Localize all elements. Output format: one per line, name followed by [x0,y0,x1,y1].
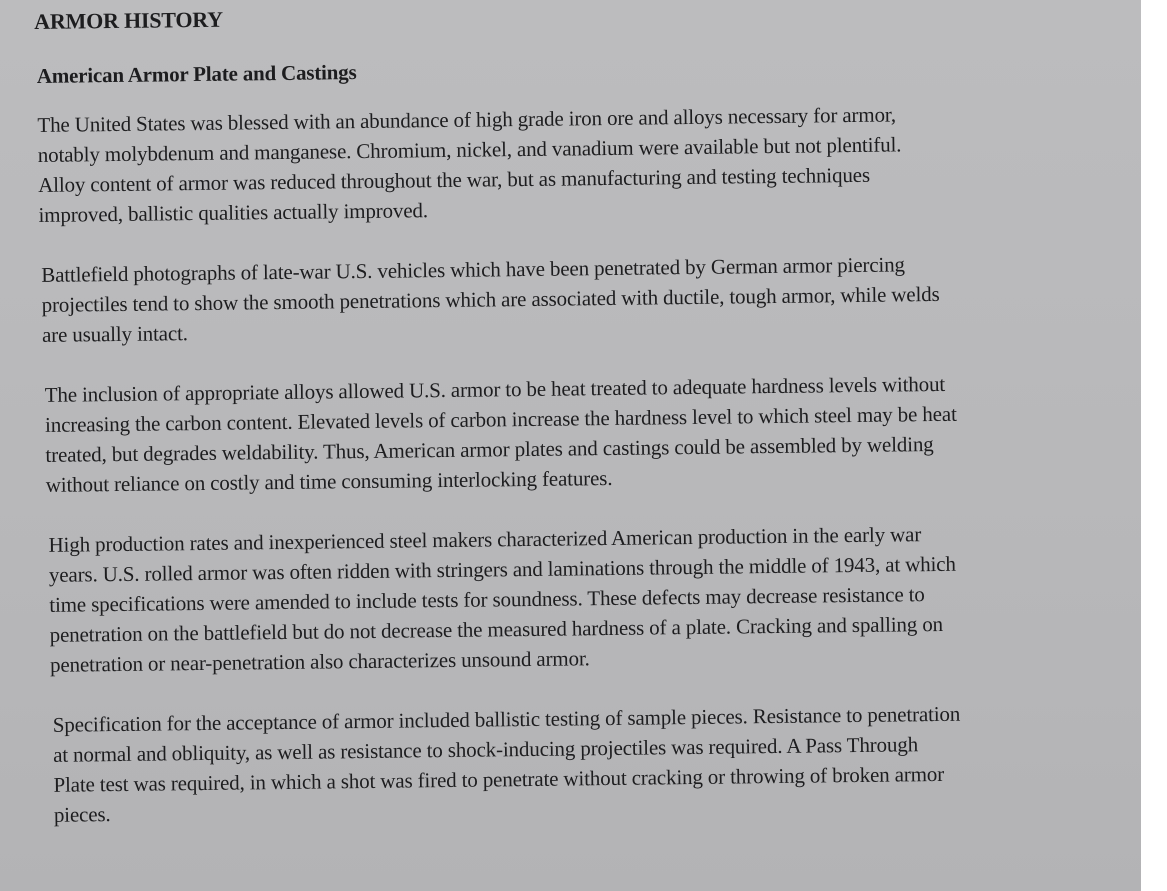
paragraph-specification [53,697,1124,830]
paragraph-line: are usually intact. [41,321,188,347]
paragraph-line: pieces. [53,802,111,827]
paragraph-line: increasing the carbon content. Elevated levels of carbon increase the hardness level to which steel may be heat [44,401,957,437]
paragraph-line: treated, but degrades weldability. Thus, American armor plates and castings could be assembled by welding [45,432,934,467]
paragraph-alloys [37,97,1116,230]
paragraph-line: improved, ballistic qualities actually improved. [38,198,429,227]
page-title: ARMOR HISTORY [34,6,224,34]
paragraph-line: High production rates and inexperienced steel makers characterized American production in the early war [48,522,922,557]
paragraph-line: without reliance on costly and time consuming interlocking features. [45,465,613,497]
paragraph-line: Specification for the acceptance of armor included ballistic testing of sample pieces. Resistance to penetration [52,701,961,737]
document-content [34,0,1124,830]
paragraph-production [48,517,1122,680]
paragraph-line: penetration on the battlefield but do not decrease the measured hardness of a plate. Cracking and spalling on [49,611,944,647]
paragraph-line: time specifications were amended to include tests for soundness. These defects may decrease resistance to [49,582,925,617]
paragraph-line: Battlefield photographs of late-war U.S. vehicles which have been penetrated by German armor piercing [41,252,905,287]
paragraph-line: The inclusion of appropriate alloys allowed U.S. armor to be heat treated to adequate hardness levels without [44,371,946,407]
section-title: American Armor Plate and Castings [36,60,357,88]
paragraph-line: Plate test was required, in which a shot was fired to penetrate without cracking or throwing of broken armor [53,761,945,797]
paragraph-line: notably molybdenum and manganese. Chromium, nickel, and vanadium were available but not plentiful. [37,132,902,167]
paragraph-line: years. U.S. rolled armor was often ridden with stringers and laminations through the middle of 1943, at which [48,551,956,587]
paragraph-line: Alloy content of armor was reduced throughout the war, but as manufacturing and testing techniques [38,162,871,197]
paragraph-line: projectiles tend to show the smooth penetrations which are associated with ductile, tough armor, while welds [41,281,940,317]
paragraph-line: at normal and obliquity, as well as resistance to shock-inducing projectiles was required. A Pass Through [52,732,919,767]
paragraph-line: The United States was blessed with an abundance of high grade iron ore and alloys necessary for armor, [37,102,897,137]
paragraph-line: penetration or near-penetration also characterizes unsound armor. [49,646,590,677]
paragraph-carbon [45,367,1120,500]
paragraph-battlefield [41,247,1118,350]
